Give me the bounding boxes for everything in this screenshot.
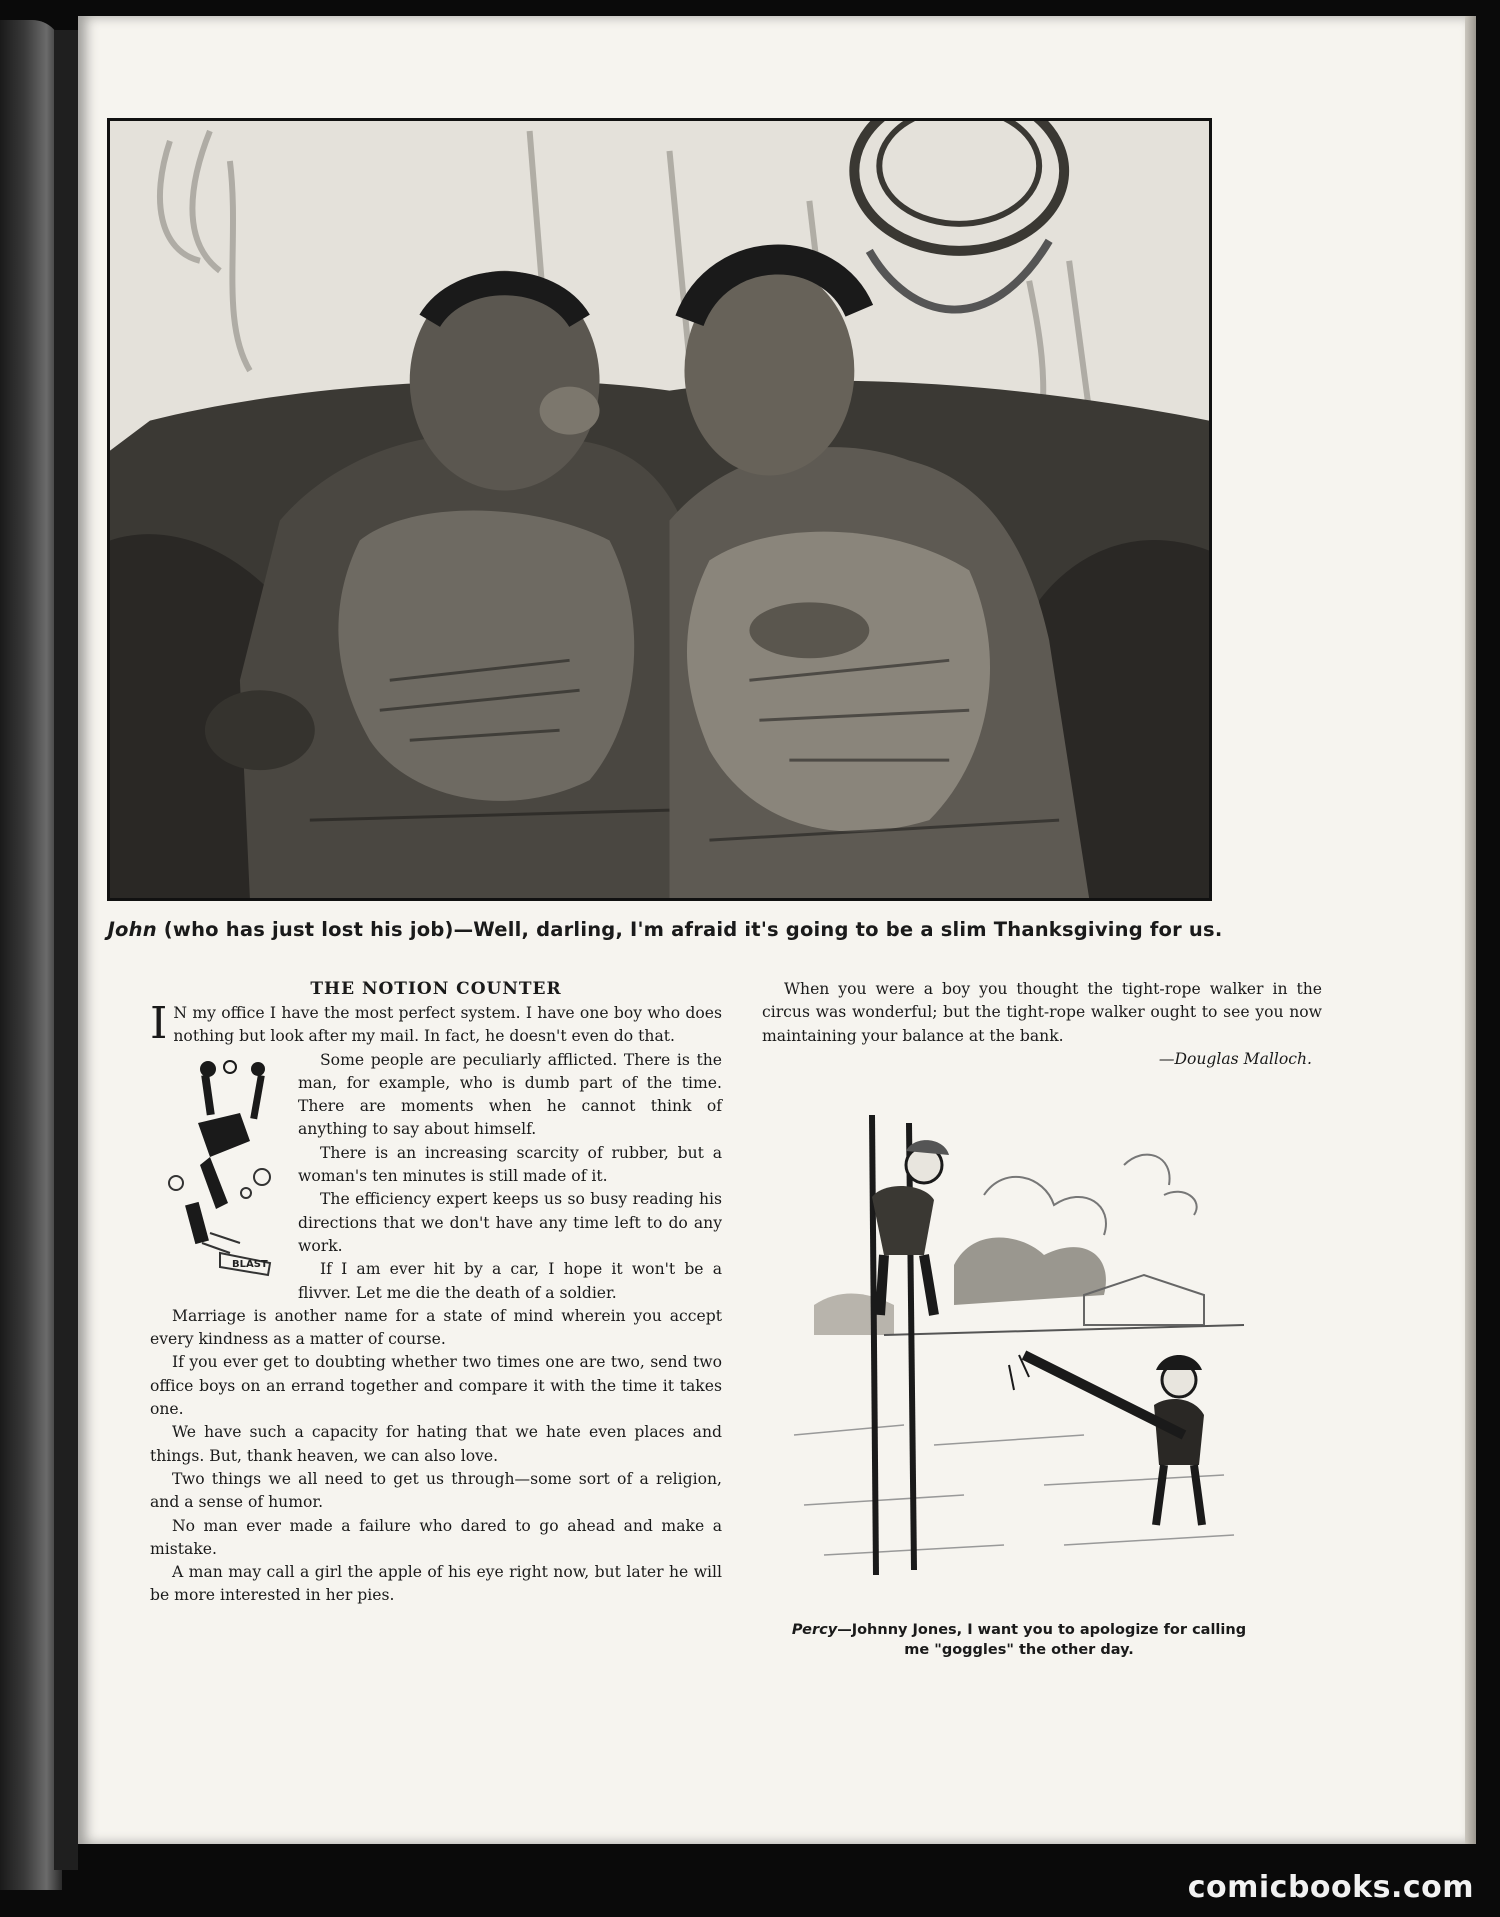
site-watermark: comicbooks.com (1187, 1870, 1474, 1905)
author-signature: —Douglas Malloch. (1158, 1049, 1312, 1068)
caption-speaker: Percy (791, 1622, 838, 1638)
rubber-man-illustration (150, 1053, 290, 1289)
article-paragraph: There is an increasing scarcity of rubber, but a woman's ten minutes is still made of it. (298, 1143, 722, 1186)
article-paragraph: The efficiency expert keeps us so busy reading his directions that we don't have any time left to do any work. (298, 1190, 722, 1255)
closing-paragraph: When you were a boy you thought the tight-rope walker in the circus was wonderful; but the tight-rope walker ought to see you now maintaining your balance at the bank. (762, 980, 1322, 1045)
stilts-and-bat-illustration (784, 1105, 1254, 1605)
article-paragraph: I N my office I have the most perfect system. I have one boy who does nothing but look after my mail. In fact, he doesn't even do that. (150, 998, 722, 1049)
dropcap: I (150, 998, 168, 1049)
article-paragraph: No man ever made a failure who dared to go ahead and make a mistake. (150, 1516, 722, 1558)
caption-text: —Johnny Jones, I want you to apologize for calling me "goggles" the other day. (837, 1622, 1247, 1658)
article-paragraph: Some people are peculiarly afflicted. There is the man, for example, who is dumb part of the time. There are moments when he cannot think of anything to say about himself. (298, 1050, 722, 1139)
caption-text: (who has just lost his job)—Well, darling, I'm afraid it's going to be a slim Thanksgiving for us. (156, 918, 1223, 941)
left-page-edge (0, 20, 62, 1890)
article-paragraph: Marriage is another name for a state of mind wherein you accept every kindness as a matter of course. (150, 1306, 722, 1349)
article-paragraph: A man may call a girl the apple of his eye right now, but later he will be more interested in her pies. (150, 1563, 722, 1605)
right-column (762, 978, 1322, 1071)
notion-counter-column (150, 978, 722, 1608)
article-paragraph: We have such a capacity for hating that we hate even places and things. But, thank heaven, we can also love. (150, 1423, 722, 1465)
article-title: THE NOTION COUNTER (310, 979, 562, 999)
caption-speaker: John (107, 918, 157, 941)
article-paragraph: If I am ever hit by a car, I hope it won't be a flivver. Let me die the death of a soldier. (298, 1260, 722, 1302)
top-cartoon-caption (90, 918, 1240, 941)
article-paragraph: If you ever get to doubting whether two times one are two, send two office boys on an errand together and compare it with the time it takes one. (150, 1353, 722, 1419)
couple-on-couch-illustration (107, 118, 1212, 901)
book-spine (54, 30, 78, 1870)
blast-label: BLAST (232, 1258, 268, 1270)
article-paragraph: Two things we all need to get us through—some sort of a religion, and a sense of humor. (150, 1469, 722, 1512)
right-cartoon-caption (784, 1620, 1254, 1660)
